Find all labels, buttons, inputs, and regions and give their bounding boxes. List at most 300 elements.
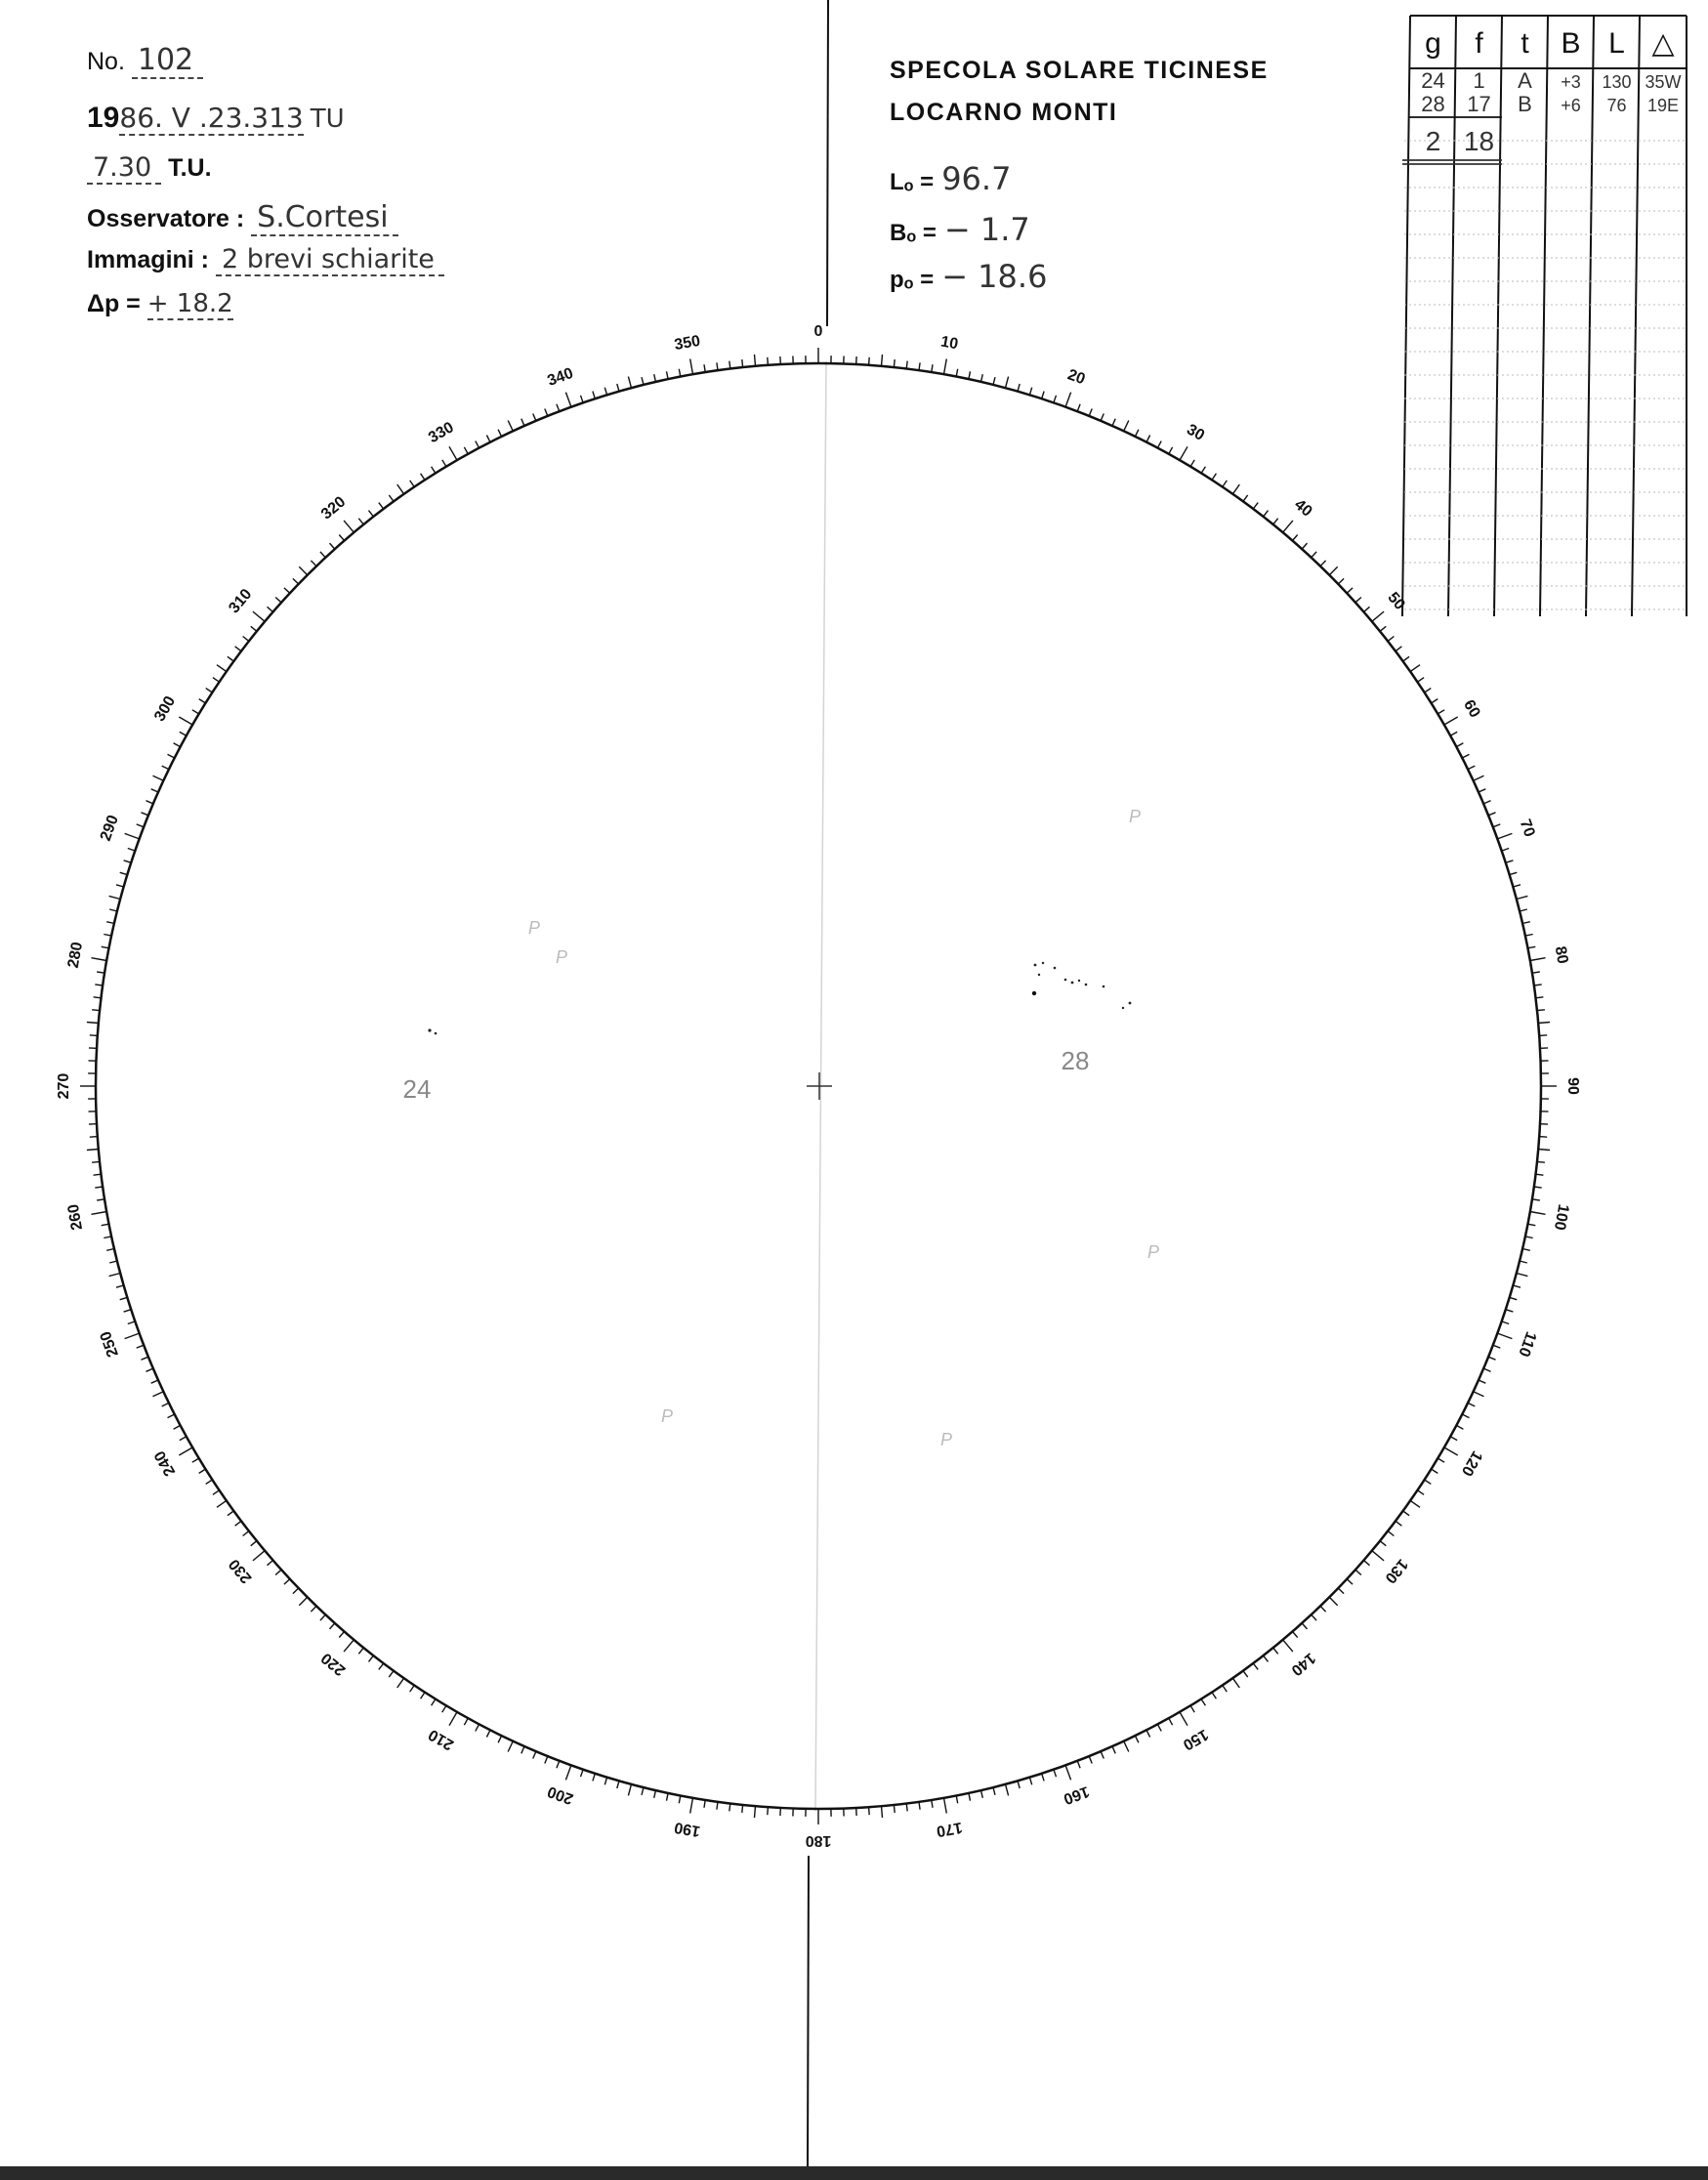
- degree-tick: [1065, 1765, 1071, 1780]
- degree-tick: [251, 1541, 257, 1546]
- degree-tick: [486, 436, 490, 442]
- degree-tick: [1065, 393, 1071, 407]
- facula-mark: P: [1147, 1242, 1160, 1262]
- degree-tick: [125, 1333, 140, 1339]
- degree-tick: [1338, 1588, 1344, 1594]
- degree-tick: [679, 1795, 681, 1803]
- degree-tick: [1506, 860, 1514, 862]
- degree-tick: [1483, 801, 1490, 804]
- degree-tick: [92, 958, 107, 961]
- degree-tick: [1380, 626, 1386, 631]
- degree-tick: [593, 1774, 595, 1782]
- degree-tick: [243, 1531, 249, 1536]
- images-value: 2 brevi schiarite: [216, 244, 444, 276]
- column-header-2: t: [1521, 27, 1529, 60]
- delta-p-label: Δp =: [87, 290, 141, 317]
- degree-tick: [397, 484, 404, 494]
- degree-tick: [1444, 717, 1458, 725]
- degree-tick: [1135, 1736, 1139, 1742]
- degree-tick: [1372, 1551, 1384, 1561]
- degree-tick: [1388, 1531, 1394, 1536]
- degree-tick: [1018, 1781, 1020, 1788]
- degree-tick: [593, 392, 595, 399]
- degree-tick: [1537, 1010, 1545, 1011]
- degree-label-20: 20: [1064, 366, 1088, 389]
- degree-tick: [894, 359, 895, 367]
- degree-tick: [1302, 543, 1307, 549]
- degree-tick: [729, 1804, 730, 1812]
- degree-label-350: 350: [673, 332, 702, 355]
- degree-tick: [1232, 1678, 1239, 1688]
- degree-tick: [1112, 419, 1115, 426]
- degree-tick: [1410, 665, 1420, 672]
- degree-tick: [284, 588, 290, 593]
- degree-tick: [397, 1678, 404, 1688]
- degree-tick: [116, 1285, 124, 1287]
- degree-tick: [369, 511, 374, 517]
- b0-value: − 1.7: [943, 211, 1030, 248]
- degree-tick: [217, 1500, 227, 1507]
- table-cell: 1: [1473, 68, 1485, 93]
- degree-tick: [1089, 409, 1092, 416]
- degree-tick: [94, 1174, 102, 1175]
- degree-tick: [293, 578, 299, 584]
- degree-tick: [358, 519, 363, 524]
- degree-tick: [667, 371, 669, 379]
- degree-tick: [174, 743, 181, 747]
- degree-tick: [1054, 396, 1057, 403]
- degree-tick: [320, 1614, 325, 1620]
- degree-tick: [882, 1806, 883, 1818]
- degree-tick: [1232, 484, 1239, 494]
- degree-tick: [704, 364, 705, 372]
- degree-tick: [1468, 1403, 1475, 1406]
- table-total: 18: [1463, 126, 1495, 156]
- degree-tick: [153, 776, 164, 780]
- table-cell: 76: [1606, 96, 1627, 115]
- degree-tick: [1488, 1357, 1495, 1360]
- degree-tick: [1462, 754, 1469, 758]
- degree-tick: [679, 369, 681, 377]
- degree-tick: [1538, 1150, 1550, 1151]
- degree-tick: [1513, 885, 1521, 887]
- degree-tick: [1293, 535, 1298, 541]
- degree-tick: [1493, 824, 1501, 827]
- degree-tick: [729, 361, 730, 369]
- degree-tick: [628, 377, 631, 389]
- degree-tick: [379, 503, 384, 509]
- degree-tick: [498, 430, 501, 437]
- degree-tick: [1520, 909, 1527, 911]
- degree-tick: [1029, 388, 1031, 396]
- degree-tick: [617, 1781, 619, 1788]
- degree-tick: [1403, 1511, 1409, 1516]
- degree-tick: [932, 364, 933, 372]
- degree-tick: [168, 1414, 175, 1418]
- degree-tick: [137, 1345, 145, 1348]
- observer-value: S.Cortesi: [251, 200, 397, 236]
- degree-tick: [1483, 1368, 1490, 1371]
- degree-tick: [199, 699, 206, 703]
- degree-tick: [192, 1458, 199, 1462]
- p0-label: pₒ =: [890, 267, 935, 293]
- degree-tick: [1396, 1521, 1401, 1526]
- degree-tick: [1006, 1784, 1009, 1796]
- degree-tick: [389, 495, 394, 501]
- degree-tick: [1264, 511, 1269, 517]
- degree-tick: [1532, 972, 1540, 973]
- degree-tick: [1536, 997, 1544, 998]
- degree-tick: [1432, 1469, 1438, 1473]
- facula-mark: P: [528, 918, 541, 938]
- degree-tick: [1410, 1500, 1420, 1507]
- degree-tick: [1522, 1249, 1530, 1251]
- degree-tick: [1169, 447, 1173, 454]
- degree-tick: [1425, 689, 1432, 692]
- degree-tick: [268, 1561, 273, 1566]
- number-value: 102: [132, 43, 203, 79]
- sunspot-group-24: [428, 1028, 437, 1034]
- table-cell: 24: [1421, 68, 1445, 93]
- degree-tick: [442, 1705, 446, 1712]
- degree-tick: [755, 355, 756, 366]
- degree-tick: [1180, 1712, 1187, 1726]
- table-cell: 28: [1421, 92, 1445, 116]
- degree-tick: [206, 689, 213, 692]
- degree-tick: [104, 935, 111, 937]
- degree-tick: [1101, 1751, 1104, 1758]
- degree-tick: [120, 872, 128, 874]
- degree-tick: [1525, 1237, 1533, 1238]
- degree-tick: [228, 656, 233, 661]
- degree-label-230: 230: [226, 1555, 256, 1587]
- degree-tick: [1042, 1774, 1044, 1782]
- degree-tick: [545, 409, 548, 416]
- degree-tick: [993, 377, 995, 385]
- degree-tick: [162, 766, 169, 770]
- images-label: Immagini :: [87, 246, 210, 273]
- degree-tick: [124, 1310, 132, 1312]
- center-cross: [807, 1072, 832, 1100]
- degree-tick: [235, 1521, 241, 1526]
- degree-tick: [1479, 1380, 1485, 1383]
- degree-tick: [253, 611, 265, 621]
- degree-label-150: 150: [1180, 1725, 1211, 1753]
- degree-tick: [1532, 1199, 1540, 1200]
- degree-tick: [344, 1640, 354, 1652]
- observer-label: Osservatore :: [87, 205, 245, 232]
- column-header-0: g: [1425, 27, 1441, 60]
- degree-tick: [1338, 578, 1344, 584]
- facula-mark: P: [661, 1406, 674, 1426]
- table-cell: A: [1518, 68, 1532, 93]
- degree-tick: [109, 909, 117, 911]
- degree-tick: [969, 1793, 971, 1801]
- degree-tick: [1534, 1187, 1542, 1188]
- degree-tick: [128, 849, 136, 852]
- degree-tick: [1530, 958, 1546, 961]
- number-label: No.: [87, 48, 125, 75]
- degree-tick: [1029, 1778, 1031, 1785]
- degree-tick: [142, 1357, 148, 1360]
- degree-tick: [293, 1588, 299, 1594]
- degree-label-250: 250: [97, 1328, 122, 1360]
- degree-tick: [476, 1724, 479, 1731]
- degree-tick: [906, 361, 907, 369]
- table-total: 2: [1425, 126, 1441, 156]
- degree-tick: [124, 860, 132, 862]
- degree-label-300: 300: [151, 693, 180, 725]
- degree-tick: [330, 1623, 335, 1629]
- degree-tick: [90, 1035, 98, 1036]
- table-cell: B: [1518, 92, 1532, 116]
- degree-label-100: 100: [1550, 1202, 1572, 1232]
- degree-tick: [228, 1511, 233, 1516]
- degree-tick: [717, 1802, 718, 1810]
- degree-tick: [1157, 441, 1161, 448]
- degree-tick: [508, 421, 513, 432]
- date-prefix: 19: [87, 102, 120, 134]
- time-suffix: T.U.: [168, 154, 212, 182]
- degree-tick: [128, 1321, 136, 1324]
- degree-tick: [275, 598, 281, 603]
- degree-tick: [1212, 1693, 1216, 1699]
- degree-tick: [199, 1469, 206, 1473]
- degree-tick: [1112, 1746, 1115, 1753]
- time-value: 7.30: [87, 152, 161, 185]
- degree-tick: [168, 754, 175, 758]
- degree-tick: [1479, 789, 1485, 792]
- p0-value: − 18.6: [941, 258, 1048, 295]
- degree-tick: [1180, 446, 1187, 460]
- scan-edge-bar: [0, 2166, 1708, 2180]
- column-header-3: B: [1561, 27, 1581, 60]
- degree-tick: [1243, 1671, 1248, 1677]
- degree-tick: [642, 377, 644, 385]
- degree-tick: [253, 1551, 265, 1561]
- degree-tick: [92, 1212, 107, 1215]
- degree-tick: [1502, 1321, 1510, 1324]
- degree-label-170: 170: [935, 1818, 964, 1840]
- degree-tick: [311, 561, 316, 566]
- degree-tick: [410, 1686, 415, 1693]
- degree-tick: [1388, 637, 1394, 642]
- degree-tick: [1089, 1756, 1092, 1763]
- degree-tick: [369, 1656, 374, 1661]
- degree-tick: [932, 1800, 933, 1808]
- degree-tick: [1283, 1640, 1293, 1652]
- degree-tick: [389, 1671, 394, 1677]
- degree-tick: [217, 665, 227, 672]
- degree-label-260: 260: [64, 1202, 87, 1232]
- degree-tick: [174, 1425, 181, 1429]
- degree-tick: [151, 789, 158, 792]
- degree-tick: [557, 404, 560, 412]
- degree-tick: [1329, 1597, 1337, 1605]
- degree-label-320: 320: [317, 493, 350, 524]
- degree-tick: [1437, 1458, 1444, 1462]
- degree-tick: [667, 1793, 669, 1801]
- degree-tick: [104, 1237, 111, 1238]
- degree-tick: [981, 374, 983, 382]
- degree-tick: [87, 1150, 99, 1151]
- degree-tick: [179, 1447, 192, 1455]
- degree-tick: [102, 1224, 109, 1226]
- degree-tick: [344, 521, 354, 532]
- degree-tick: [120, 1297, 128, 1299]
- degree-tick: [1527, 1224, 1535, 1226]
- degree-tick: [1530, 1212, 1546, 1215]
- degree-tick: [906, 1804, 907, 1812]
- degree-label-70: 70: [1516, 817, 1538, 840]
- date-suffix: TU: [310, 105, 345, 134]
- degree-tick: [235, 647, 241, 651]
- degree-tick: [1462, 1414, 1469, 1418]
- degree-tick: [1474, 1392, 1484, 1397]
- degree-tick: [1212, 474, 1216, 481]
- degree-tick: [1432, 699, 1438, 703]
- degree-tick: [1054, 1770, 1057, 1778]
- degree-tick: [1253, 503, 1258, 509]
- degree-label-140: 140: [1287, 1649, 1319, 1679]
- degree-tick: [109, 1274, 121, 1277]
- degree-tick: [125, 833, 140, 839]
- facula-mark: P: [1129, 807, 1142, 826]
- degree-tick: [1493, 1345, 1501, 1348]
- degree-tick: [449, 1712, 457, 1726]
- degree-tick: [1403, 656, 1409, 661]
- group-label-24: 24: [402, 1074, 432, 1104]
- degree-tick: [768, 1807, 769, 1815]
- degree-label-50: 50: [1384, 589, 1408, 613]
- degree-tick: [1513, 1285, 1521, 1287]
- degree-tick: [894, 1805, 895, 1813]
- degree-tick: [90, 1137, 98, 1138]
- degree-tick: [1347, 588, 1353, 593]
- degree-tick: [432, 1699, 436, 1706]
- facula-mark: P: [940, 1430, 953, 1449]
- degree-tick: [1456, 743, 1463, 747]
- degree-tick: [1355, 1570, 1361, 1574]
- degree-tick: [1077, 1761, 1080, 1769]
- degree-tick: [1223, 1686, 1228, 1693]
- degree-tick: [956, 1795, 958, 1803]
- degree-tick: [1146, 1730, 1150, 1737]
- degree-tick: [882, 355, 883, 366]
- degree-tick: [137, 824, 145, 827]
- degree-tick: [1364, 607, 1370, 611]
- degree-tick: [146, 1368, 153, 1371]
- degree-tick: [1146, 436, 1150, 442]
- table-cell: 19E: [1646, 96, 1680, 115]
- degree-tick: [690, 1798, 693, 1814]
- degree-tick: [1522, 922, 1530, 924]
- degree-label-90: 90: [1563, 1077, 1581, 1095]
- degree-label-280: 280: [64, 941, 87, 970]
- date-value: 86. V .23.313: [119, 102, 304, 134]
- degree-tick: [116, 885, 124, 887]
- degree-tick: [981, 1790, 983, 1798]
- degree-tick: [1444, 1447, 1458, 1455]
- degree-tick: [1474, 776, 1484, 780]
- degree-tick: [581, 396, 584, 403]
- degree-tick: [1312, 1614, 1316, 1620]
- degree-label-40: 40: [1291, 496, 1315, 521]
- table-cell: 130: [1602, 72, 1632, 92]
- bottom-vertical-line: [808, 1856, 809, 2168]
- degree-tick: [1425, 1480, 1432, 1484]
- degree-tick: [1372, 611, 1384, 621]
- degree-tick: [768, 357, 769, 365]
- degree-tick: [339, 535, 344, 541]
- degree-tick: [1396, 647, 1401, 651]
- degree-tick: [869, 1807, 870, 1815]
- degree-tick: [206, 1480, 213, 1484]
- degree-tick: [330, 543, 335, 549]
- column-header-1: f: [1475, 27, 1483, 60]
- degree-tick: [1506, 1310, 1514, 1312]
- degree-tick: [180, 732, 187, 735]
- degree-tick: [476, 441, 479, 448]
- degree-tick: [1355, 598, 1361, 603]
- degree-tick: [153, 1392, 164, 1397]
- degree-tick: [1517, 1274, 1528, 1277]
- degree-tick: [486, 1730, 490, 1737]
- degree-tick: [1253, 1663, 1258, 1669]
- degree-tick: [432, 467, 436, 474]
- degree-tick: [557, 1761, 560, 1769]
- degree-label-290: 290: [97, 813, 122, 844]
- degree-tick: [106, 922, 114, 924]
- degree-tick: [1538, 1023, 1550, 1024]
- degree-tick: [146, 801, 153, 804]
- table-cell: +6: [1561, 96, 1581, 115]
- degree-tick: [1380, 1541, 1386, 1546]
- degree-tick: [1077, 404, 1080, 412]
- group-label-28: 28: [1061, 1046, 1090, 1075]
- degree-tick: [1264, 1656, 1269, 1661]
- degree-tick: [1488, 813, 1495, 816]
- degree-tick: [1124, 1741, 1129, 1752]
- degree-label-180: 180: [805, 1831, 832, 1849]
- degree-label-120: 120: [1457, 1447, 1485, 1479]
- degree-tick: [742, 1805, 743, 1813]
- degree-tick: [690, 359, 693, 375]
- degree-tick: [1510, 1297, 1518, 1299]
- degree-tick: [604, 388, 606, 396]
- degree-tick: [94, 997, 102, 998]
- degree-tick: [1190, 1705, 1194, 1712]
- degree-tick: [1190, 460, 1194, 467]
- degree-tick: [1101, 414, 1104, 421]
- degree-tick: [1527, 946, 1535, 948]
- column-header-4: L: [1608, 27, 1625, 60]
- degree-label-160: 160: [1061, 1782, 1092, 1808]
- degree-tick: [311, 1606, 316, 1612]
- degree-tick: [533, 414, 536, 421]
- degree-tick: [151, 1380, 158, 1383]
- degree-tick: [1450, 1437, 1457, 1441]
- degree-tick: [1320, 1606, 1326, 1612]
- degree-tick: [421, 1693, 425, 1699]
- degree-tick: [1124, 421, 1129, 432]
- degree-tick: [617, 384, 619, 392]
- degree-tick: [142, 813, 148, 816]
- degree-tick: [654, 374, 656, 382]
- degree-label-30: 30: [1184, 421, 1208, 444]
- degree-label-110: 110: [1515, 1329, 1540, 1360]
- degree-tick: [755, 1806, 756, 1818]
